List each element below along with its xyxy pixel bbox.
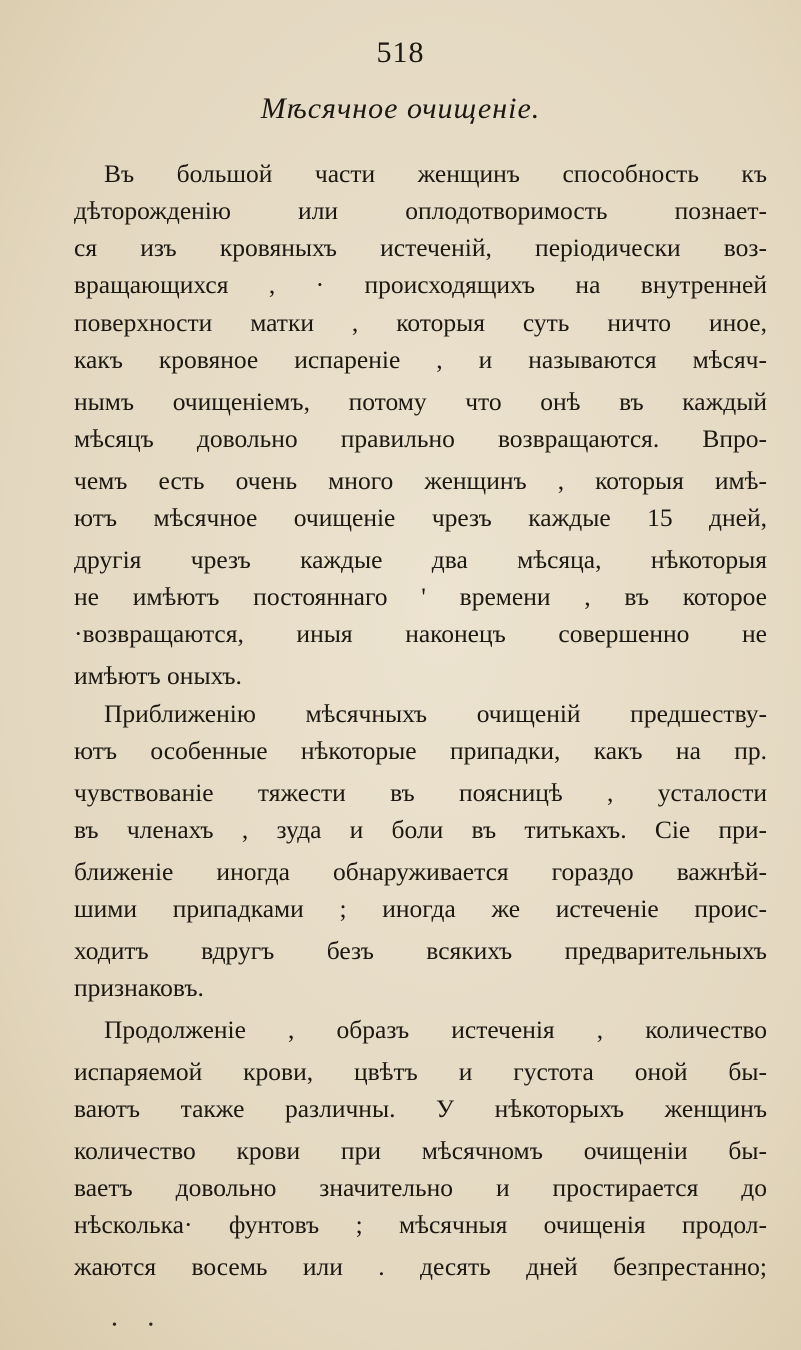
- text-line: ваетъ довольно значительно и простирается до: [74, 1173, 767, 1202]
- text-line: Продолженіе , образъ истеченія , количество: [104, 1015, 767, 1044]
- text-line: какъ кровяное испареніе , и называются мѣсяч-: [74, 345, 767, 374]
- text-line: ·возвращаются, иныя наконецъ совершенно не: [74, 619, 767, 648]
- text-line: нымъ очищеніемъ, потому что онѣ въ каждый: [74, 387, 767, 416]
- text-line: ваютъ также различны. У нѣкоторыхъ женщинъ: [74, 1094, 767, 1123]
- text-line: мѣсяцъ довольно правильно возвращаются. Впро-: [74, 424, 767, 453]
- text-line: количество крови при мѣсячномъ очищеніи бы-: [74, 1136, 767, 1165]
- text-line: испаряемой крови, цвѣтъ и густота оной бы-: [74, 1057, 767, 1086]
- text-line: ютъ мѣсячное очищеніе чрезъ каждые 15 дней,: [74, 503, 767, 532]
- page-number: 518: [376, 36, 425, 69]
- text-line: ближеніе иногда обнаруживается гораздо важнѣй-: [74, 857, 767, 886]
- bottom-marks: • •: [112, 1318, 168, 1333]
- text-line: Приближенію мѣсячныхъ очищеній предшеству-: [104, 699, 767, 728]
- text-line: ходитъ вдругъ безъ всякихъ предварительныхъ: [74, 936, 767, 965]
- text-line: имѣютъ оныхъ.: [74, 661, 242, 690]
- text-line: въ членахъ , зуда и боли въ титькахъ. Сіе при-: [74, 815, 767, 844]
- text-line: вращающихся , · происходящихъ на внутренней: [74, 270, 767, 299]
- text-line: другія чрезъ каждые два мѣсяца, нѣкоторыя: [74, 545, 767, 574]
- text-line: чувствованіе тяжести въ поясницѣ , усталости: [74, 778, 767, 807]
- text-line: шими припадками ; иногда же истеченіе проис-: [74, 894, 767, 923]
- text-line: ся изъ кровяныхъ истеченій, періодически воз-: [74, 233, 767, 262]
- text-line: жаются восемь или . десять дней безпрестанно;: [74, 1252, 767, 1281]
- text-line: ютъ особенные нѣкоторые припадки, какъ на пр.: [74, 736, 767, 765]
- text-line: дѣторожденію или оплодотворимость познает-: [74, 196, 767, 225]
- text-line: признаковъ.: [74, 973, 204, 1002]
- text-line: чемъ есть очень много женщинъ , которыя имѣ-: [74, 466, 767, 495]
- text-line: нѣсколька· фунтовъ ; мѣсячныя очищенія продол-: [74, 1210, 767, 1239]
- section-heading: Мѣсячное очищеніе.: [260, 92, 541, 125]
- text-line: Въ большой части женщинъ способность къ: [104, 159, 767, 188]
- text-line: поверхности матки , которыя суть ничто иное,: [74, 308, 767, 337]
- text-line: не имѣютъ постояннаго ' времени , въ которое: [74, 582, 767, 611]
